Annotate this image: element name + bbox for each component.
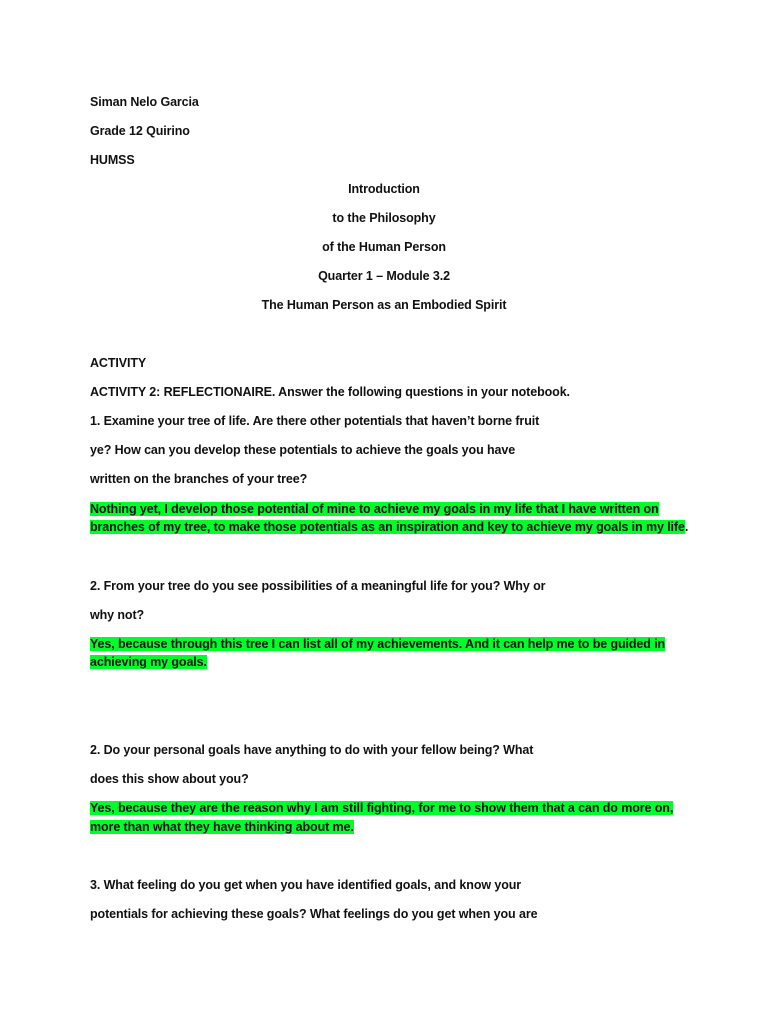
- answer-1-period: .: [684, 520, 689, 534]
- student-grade: Grade 12 Quirino: [90, 124, 190, 138]
- answer-3-line-1: [90, 799, 673, 817]
- activity-heading: ACTIVITY: [90, 356, 147, 370]
- question-2-line-2: why not?: [90, 608, 145, 622]
- module-label: Quarter 1 – Module 3.2: [318, 269, 450, 283]
- question-4-line-2: potentials for achieving these goals? What feelings do you get when you are: [90, 907, 538, 921]
- activity-instruction: ACTIVITY 2: REFLECTIONAIRE. Answer the following questions in your notebook.: [90, 385, 570, 399]
- answer-3-highlight-2: more than what they have thinking about me.: [90, 820, 354, 834]
- question-1-line-1: 1. Examine your tree of life. Are there other potentials that haven’t borne fruit: [90, 414, 540, 428]
- answer-2-line-2: [90, 653, 207, 671]
- answer-1-line-1: [90, 500, 659, 518]
- question-1-line-3: written on the branches of your tree?: [90, 472, 308, 486]
- question-3-line-1: 2. Do your personal goals have anything to do with your fellow being? What: [90, 743, 534, 757]
- title-line-2: to the Philosophy: [332, 211, 436, 225]
- answer-3-highlight-1: Yes, because they are the reason why I am still fighting, for me to show them that a can do more on,: [90, 801, 674, 815]
- student-name: Siman Nelo Garcia: [90, 95, 199, 109]
- answer-1-line-2: [90, 518, 688, 536]
- answer-1-highlight-1: Nothing yet, I develop those potential of mine to achieve my goals in my life that I have written on: [90, 502, 659, 516]
- student-strand: HUMSS: [90, 153, 135, 167]
- answer-1-highlight-2: branches of my tree, to make those potentials as an inspiration and key to achieve my goals in my life: [90, 520, 685, 534]
- title-line-3: of the Human Person: [322, 240, 446, 254]
- module-title: The Human Person as an Embodied Spirit: [261, 298, 507, 312]
- answer-2-highlight-2: achieving my goals.: [90, 655, 207, 669]
- title-line-1: Introduction: [348, 182, 420, 196]
- question-1-line-2: ye? How can you develop these potentials to achieve the goals you have: [90, 443, 516, 457]
- question-2-line-1: 2. From your tree do you see possibilities of a meaningful life for you? Why or: [90, 579, 546, 593]
- question-3-line-2: does this show about you?: [90, 772, 249, 786]
- answer-2-highlight-1: Yes, because through this tree I can list all of my achievements. And it can help me to be guided in: [90, 637, 666, 651]
- answer-2-line-1: [90, 635, 665, 653]
- answer-3-line-2: [90, 818, 354, 836]
- question-4-line-1: 3. What feeling do you get when you have identified goals, and know your: [90, 878, 522, 892]
